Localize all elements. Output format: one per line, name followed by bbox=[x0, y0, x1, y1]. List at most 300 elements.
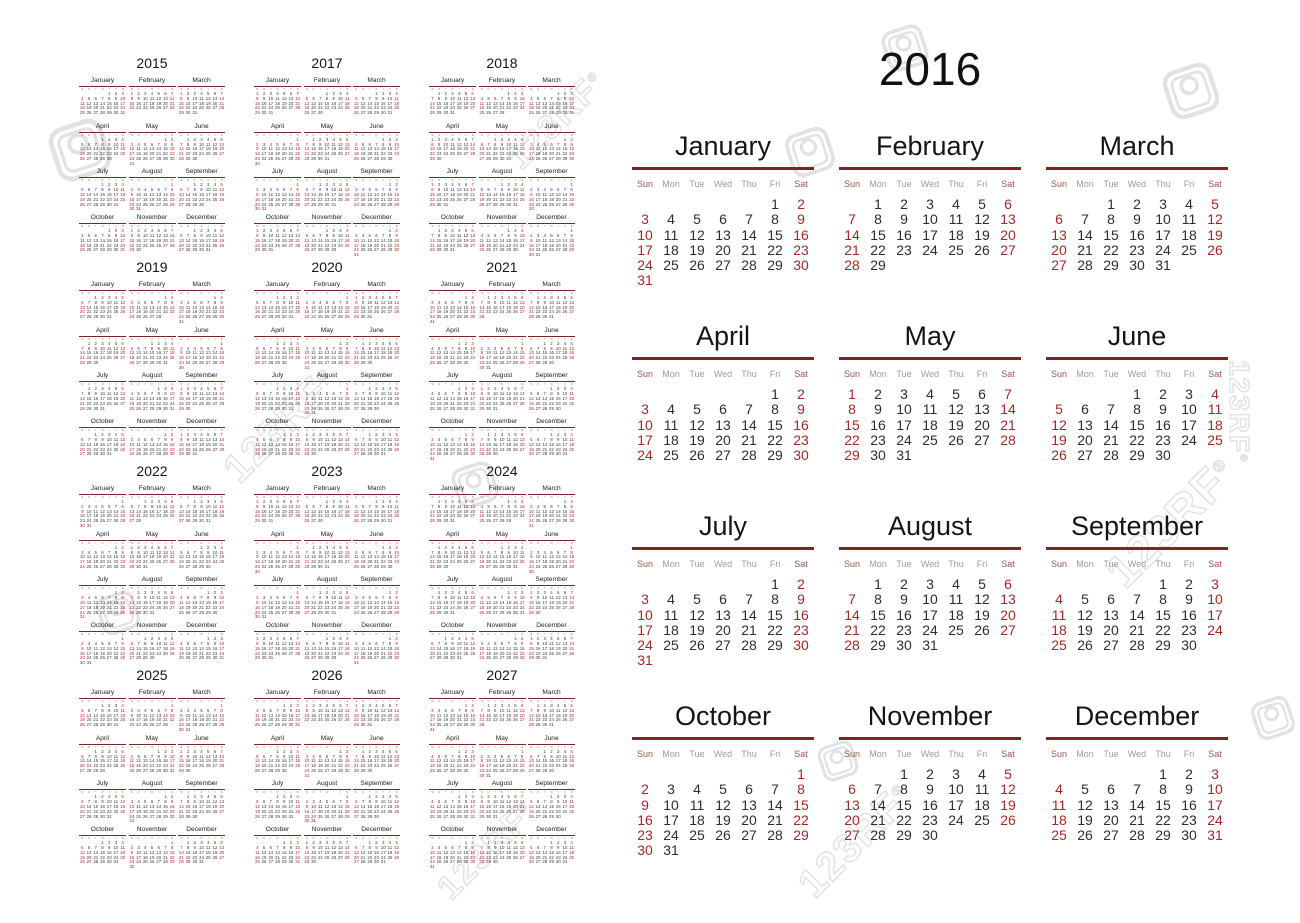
mini-date-cell bbox=[568, 407, 575, 412]
mini-date-cell: 14 bbox=[429, 100, 435, 106]
mini-day-header-cell: S bbox=[570, 224, 573, 229]
mini-day-header-cell: T bbox=[157, 632, 160, 637]
mini-date-cell: 14 bbox=[456, 441, 462, 447]
mini-date-cell: 6 bbox=[480, 141, 484, 147]
mini-day-header-cell: T bbox=[108, 632, 111, 637]
mini-date-cell: 28 bbox=[178, 155, 184, 161]
mini-date-cell: 16 bbox=[149, 508, 155, 514]
mini-date-cell bbox=[288, 656, 295, 661]
mini-date-cell: 21 bbox=[456, 309, 462, 315]
mini-dates-grid bbox=[353, 138, 400, 162]
mini-date-cell: 14 bbox=[79, 350, 85, 356]
mini-date-cell: 25 bbox=[149, 559, 155, 565]
mini-date-cell: 16 bbox=[470, 441, 476, 447]
mini-date-cell: 6 bbox=[556, 232, 560, 238]
mini-date-cell: 27 bbox=[344, 559, 350, 565]
mini-day-header-cell: S bbox=[81, 495, 84, 499]
mini-date-cell: 22 bbox=[344, 309, 350, 315]
mini-date-cell: 17 bbox=[394, 146, 400, 152]
mini-date-cell: 26 bbox=[275, 201, 280, 207]
mini-date-cell: 28 bbox=[106, 563, 112, 569]
mini-date-cell bbox=[449, 320, 456, 325]
mini-date-cell: 12 bbox=[456, 141, 462, 147]
mini-day-header-cell: W bbox=[375, 382, 378, 387]
mini-dates-grid bbox=[254, 296, 301, 320]
mini-date-cell: 5 bbox=[282, 91, 286, 97]
mini-date-cell: 30 bbox=[199, 201, 204, 207]
mini-date-cell: 20 bbox=[149, 446, 155, 452]
mini-date-cell: 14 bbox=[450, 396, 455, 402]
mini-date-cell: 28 bbox=[562, 247, 568, 253]
mini-date-cell: 6 bbox=[345, 544, 349, 550]
mini-month-title: August bbox=[141, 168, 163, 176]
mini-date-cell: 25 bbox=[512, 151, 518, 157]
mini-date-cell: 18 bbox=[79, 105, 85, 111]
mini-date-cell: 20 bbox=[512, 396, 518, 402]
mini-date-cell: 5 bbox=[332, 432, 335, 438]
mini-date-cell: 31 bbox=[450, 518, 455, 524]
mini-date-cell: 26 bbox=[519, 151, 525, 157]
mini-date-cell: 31 bbox=[324, 155, 330, 161]
mini-date-cell: 15 bbox=[436, 100, 442, 106]
mini-date-cell: 17 bbox=[569, 100, 575, 106]
mini-day-header-cell: S bbox=[305, 428, 308, 433]
mini-date-cell: 17 bbox=[337, 645, 343, 651]
mini-date-cell: 24 bbox=[569, 105, 575, 111]
mini-date-cell: 4 bbox=[296, 386, 299, 392]
mini-date-cell: 16 bbox=[506, 554, 512, 560]
mini-day-header-cell: T bbox=[157, 336, 160, 341]
mini-date-cell: 30 bbox=[156, 359, 162, 365]
mini-date-cell bbox=[212, 452, 219, 457]
mini-day-header-cell: F bbox=[339, 132, 342, 137]
mini-date-cell: 20 bbox=[443, 400, 449, 406]
mini-date-cell: 7 bbox=[276, 436, 279, 442]
mini-date-cell: 16 bbox=[528, 559, 534, 565]
mini-date-cell: 10 bbox=[492, 391, 498, 397]
mini-date-cell: 1 bbox=[437, 499, 441, 505]
mini-date-cell: 24 bbox=[219, 604, 225, 610]
mini-day-header-cell: F bbox=[339, 224, 342, 229]
mini-date-cell: 10 bbox=[142, 95, 148, 101]
mini-year-label: 2019 bbox=[136, 259, 168, 275]
mini-day-header-cell: T bbox=[382, 382, 385, 387]
mini-date-cell: 29 bbox=[562, 155, 568, 161]
mini-date-cell: 15 bbox=[317, 600, 323, 606]
mini-date-cell: 11 bbox=[436, 304, 442, 310]
mini-date-cell: 2 bbox=[444, 91, 447, 97]
mini-day-header-cell: T bbox=[507, 336, 510, 341]
mini-date-cell bbox=[492, 366, 499, 371]
mini-date-cell: 20 bbox=[353, 446, 359, 452]
mini-date-cell: 9 bbox=[437, 141, 441, 147]
mini-date-cell: 24 bbox=[129, 451, 135, 457]
mini-day-header-cell: W bbox=[550, 178, 553, 183]
mini-date-cell: 25 bbox=[149, 242, 155, 248]
mini-day-header-cell: M bbox=[536, 540, 540, 545]
mini-date-cell: 26 bbox=[275, 155, 280, 161]
mini-date-cell: 17 bbox=[113, 146, 119, 152]
mini-date-cell: 16 bbox=[79, 650, 85, 656]
mini-date-cell: 7 bbox=[157, 141, 160, 147]
mini-date-cell bbox=[155, 248, 162, 253]
mini-date-cell: 27 bbox=[311, 247, 316, 253]
mini-day-header-cell: M bbox=[262, 336, 266, 341]
mini-date-cell: 9 bbox=[507, 549, 510, 555]
mini-date-cell: 27 bbox=[219, 151, 225, 157]
mini-day-header-cell: W bbox=[276, 495, 279, 499]
mini-day-header-cell: S bbox=[355, 495, 358, 499]
mini-day-header-cell: S bbox=[521, 87, 524, 91]
mini-dates-grid bbox=[304, 591, 351, 615]
mini-date-cell: 21 bbox=[268, 309, 274, 315]
mini-date-cell: 16 bbox=[394, 600, 400, 606]
watermark-registered-mark: ® bbox=[1208, 454, 1232, 477]
mini-months-grid bbox=[79, 281, 225, 464]
mini-month bbox=[479, 531, 526, 577]
mini-date-cell: 19 bbox=[120, 304, 126, 310]
mini-day-header-cell: T bbox=[157, 586, 160, 591]
mini-date-cell: 12 bbox=[219, 232, 225, 238]
mini-date-cell bbox=[344, 411, 351, 416]
mini-date-cell: 31 bbox=[549, 314, 554, 320]
mini-date-cell: 29 bbox=[555, 110, 561, 116]
mini-date-cell: 21 bbox=[360, 446, 366, 452]
mini-day-header-cell: S bbox=[180, 586, 183, 591]
mini-date-cell: 11 bbox=[519, 549, 525, 555]
mini-date-cell: 17 bbox=[86, 650, 92, 656]
mini-date-cell bbox=[162, 248, 169, 253]
mini-day-header-cell: S bbox=[81, 428, 84, 433]
mini-date-cell: 29 bbox=[360, 359, 366, 365]
mini-date-cell: 27 bbox=[288, 242, 294, 248]
mini-date-cell: 2 bbox=[193, 136, 196, 142]
mini-date-cell: 14 bbox=[492, 192, 498, 198]
mini-day-header-cell: M bbox=[487, 428, 490, 433]
mini-date-cell: 20 bbox=[360, 513, 366, 519]
mini-date-cell: 6 bbox=[121, 340, 124, 346]
mini-date-cell: 18 bbox=[178, 650, 184, 656]
mini-day-header-cell: S bbox=[171, 132, 174, 137]
mini-day-header-cell: W bbox=[101, 540, 104, 545]
mini-date-cell: 14 bbox=[199, 645, 204, 651]
mini-date-cell: 6 bbox=[556, 187, 560, 193]
mini-date-cell: 26 bbox=[219, 242, 225, 248]
mini-date-cell: 4 bbox=[144, 187, 147, 193]
mini-date-cell: 29 bbox=[492, 155, 498, 161]
mini-day-header-cell: S bbox=[355, 632, 358, 637]
mini-day-header-cell: S bbox=[355, 382, 358, 387]
mini-date-cell: 24 bbox=[429, 451, 435, 457]
mini-day-header-cell: S bbox=[431, 336, 434, 341]
mini-date-cell: 12 bbox=[113, 345, 119, 351]
mini-month bbox=[353, 485, 400, 531]
mini-date-cell: 29 bbox=[456, 359, 462, 365]
mini-dates-grid bbox=[79, 500, 126, 529]
mini-date-cell: 9 bbox=[157, 345, 160, 351]
mini-date-cell: 21 bbox=[344, 441, 350, 447]
mini-day-header-cell: S bbox=[480, 540, 483, 545]
mini-date-cell: 14 bbox=[149, 396, 155, 402]
mini-date-cell: 28 bbox=[219, 446, 225, 452]
mini-date-cell: 8 bbox=[164, 299, 167, 305]
mini-date-cell: 19 bbox=[394, 396, 400, 402]
mini-day-header-cell: S bbox=[305, 540, 308, 545]
mini-date-cell: 15 bbox=[569, 237, 575, 243]
mini-date-cell: 14 bbox=[331, 350, 337, 356]
mini-date-cell: 3 bbox=[500, 295, 504, 301]
mini-date-cell: 10 bbox=[519, 503, 525, 509]
mini-date-cell: 18 bbox=[506, 304, 512, 310]
mini-date-cell: 3 bbox=[530, 141, 533, 147]
mini-date-cell: 1 bbox=[536, 295, 540, 301]
mini-date-cell: 6 bbox=[213, 91, 217, 97]
mini-day-header-cell: M bbox=[437, 495, 441, 499]
mini-date-cell: 27 bbox=[470, 559, 476, 565]
mini-date-cell: 22 bbox=[142, 513, 148, 519]
mini-date-cell: 19 bbox=[486, 105, 491, 111]
mini-date-cell: 5 bbox=[550, 187, 553, 193]
mini-date-cell: 3 bbox=[332, 590, 335, 596]
mini-day-header-cell: S bbox=[171, 291, 174, 295]
mini-date-cell: 27 bbox=[360, 110, 366, 116]
mini-dates-grid bbox=[254, 591, 301, 620]
mini-date-cell: 12 bbox=[86, 237, 92, 243]
mini-date-cell: 15 bbox=[436, 554, 442, 560]
mini-date-cell: 5 bbox=[276, 187, 279, 193]
mini-day-header-cell: M bbox=[437, 540, 441, 545]
watermark-brand: 123RF bbox=[430, 800, 537, 907]
mini-date-cell: 30 bbox=[331, 247, 337, 253]
mini-date-cell: 10 bbox=[337, 640, 343, 646]
mini-date-cell: 13 bbox=[162, 95, 168, 101]
mini-date-cell: 20 bbox=[311, 242, 316, 248]
mini-month bbox=[304, 576, 351, 622]
mini-date-cell: 8 bbox=[296, 187, 299, 193]
mini-date-cell: 1 bbox=[296, 136, 299, 142]
mini-day-header-cell: M bbox=[186, 428, 190, 433]
mini-date-cell: 28 bbox=[169, 105, 175, 111]
mini-date-cell: 20 bbox=[344, 146, 350, 152]
mini-date-cell: 16 bbox=[549, 350, 554, 356]
mini-date-cell: 3 bbox=[355, 187, 358, 193]
mini-date-cell: 23 bbox=[254, 155, 260, 161]
mini-date-cell: 17 bbox=[528, 151, 534, 157]
mini-day-header-cell: T bbox=[557, 178, 560, 183]
mini-date-cell: 23 bbox=[443, 242, 449, 248]
mini-day-header-cell: W bbox=[500, 224, 504, 229]
mini-date-cell: 24 bbox=[288, 400, 294, 406]
mini-date-cell bbox=[442, 320, 449, 325]
mini-date-cell: 5 bbox=[144, 141, 147, 147]
mini-date-cell: 24 bbox=[535, 563, 541, 569]
mini-date-cell: 13 bbox=[470, 95, 476, 101]
mini-day-header-cell: S bbox=[521, 132, 524, 137]
mini-date-cell: 15 bbox=[129, 554, 135, 560]
mini-date-cell: 11 bbox=[331, 549, 336, 555]
mini-date-cell: 20 bbox=[281, 559, 287, 565]
mini-date-cell: 16 bbox=[380, 508, 386, 514]
mini-date-cell bbox=[294, 162, 301, 167]
mini-date-cell: 1 bbox=[121, 636, 124, 642]
mini-day-header-cell: F bbox=[465, 336, 467, 341]
mini-date-cell bbox=[92, 524, 99, 529]
mini-day-header-cell: W bbox=[325, 428, 329, 433]
mini-date-cell: 17 bbox=[129, 446, 135, 452]
mini-day-header-cell: T bbox=[507, 428, 510, 433]
mini-date-cell: 19 bbox=[219, 508, 225, 514]
mini-date-cell: 6 bbox=[556, 549, 560, 555]
mini-date-cell: 6 bbox=[312, 640, 315, 646]
mini-date-cell: 13 bbox=[304, 600, 310, 606]
mini-date-cell: 3 bbox=[471, 386, 474, 392]
mini-date-cell: 7 bbox=[319, 232, 322, 238]
mini-date-cell: 23 bbox=[93, 400, 99, 406]
mini-date-cell: 3 bbox=[193, 386, 196, 392]
mini-date-cell: 18 bbox=[311, 355, 316, 361]
mini-dates-grid bbox=[353, 229, 400, 258]
mini-date-cell: 10 bbox=[535, 554, 541, 560]
mini-date-cell: 7 bbox=[289, 141, 293, 147]
mini-date-cell: 25 bbox=[311, 359, 316, 365]
mini-date-cell: 31 bbox=[169, 405, 175, 411]
mini-date-cell: 1 bbox=[164, 136, 167, 142]
mini-date-cell: 6 bbox=[312, 503, 315, 509]
mini-date-cell: 13 bbox=[149, 441, 155, 447]
mini-date-cell: 13 bbox=[169, 595, 175, 601]
mini-date-cell: 15 bbox=[367, 396, 373, 402]
mini-date-cell bbox=[519, 407, 526, 412]
mini-date-cell: 21 bbox=[169, 237, 175, 243]
mini-date-cell: 29 bbox=[374, 518, 379, 524]
mini-date-cell: 17 bbox=[450, 237, 455, 243]
mini-date-cell: 23 bbox=[199, 196, 204, 202]
mini-date-cell: 26 bbox=[129, 359, 135, 365]
mini-date-cell: 15 bbox=[136, 600, 141, 606]
mini-date-cell: 2 bbox=[220, 295, 223, 301]
mini-date-cell: 2 bbox=[556, 386, 560, 392]
mini-date-cell: 11 bbox=[380, 345, 386, 351]
mini-date-cell: 14 bbox=[562, 554, 568, 560]
mini-month-title: August bbox=[141, 372, 163, 380]
mini-date-cell: 30 bbox=[394, 247, 400, 253]
mini-date-cell: 28 bbox=[268, 359, 274, 365]
mini-date-cell: 25 bbox=[192, 359, 198, 365]
mini-date-cell: 15 bbox=[519, 350, 525, 356]
mini-date-cell: 17 bbox=[288, 350, 294, 356]
mini-date-cell: 2 bbox=[107, 136, 111, 142]
mini-day-header-cell: S bbox=[180, 495, 183, 499]
mini-date-cell: 15 bbox=[275, 304, 280, 310]
mini-date-cell: 8 bbox=[101, 187, 104, 193]
mini-date-cell: 4 bbox=[81, 95, 84, 101]
mini-date-cell: 5 bbox=[368, 232, 371, 238]
mini-date-cell: 4 bbox=[200, 432, 203, 438]
mini-date-cell: 29 bbox=[542, 359, 548, 365]
mini-date-cell: 17 bbox=[374, 350, 379, 356]
mini-date-cell: 20 bbox=[288, 645, 294, 651]
mini-day-header-cell: T bbox=[283, 382, 286, 387]
mini-date-cell: 19 bbox=[542, 151, 548, 157]
mini-date-cell: 27 bbox=[394, 355, 400, 361]
mini-month-title: April bbox=[445, 122, 460, 130]
mini-date-cell: 17 bbox=[129, 309, 135, 315]
mini-date-cell: 12 bbox=[185, 645, 191, 651]
mini-date-cell: 27 bbox=[93, 110, 99, 116]
mini-day-header-cell: W bbox=[451, 87, 454, 91]
mini-date-cell: 28 bbox=[380, 201, 386, 207]
mini-date-cell: 11 bbox=[136, 146, 141, 152]
mini-date-cell: 20 bbox=[79, 309, 85, 315]
mini-date-cell: 30 bbox=[470, 314, 476, 320]
mini-year-label: 2020 bbox=[311, 259, 343, 275]
mini-date-cell bbox=[393, 315, 400, 320]
mini-date-cell: 13 bbox=[129, 645, 135, 651]
mini-day-header-cell: F bbox=[389, 291, 391, 295]
mini-date-cell: 18 bbox=[169, 350, 175, 356]
mini-date-cell: 29 bbox=[142, 655, 148, 661]
mini-date-cell: 18 bbox=[205, 146, 211, 152]
mini-date-cell: 4 bbox=[186, 299, 190, 305]
mini-date-cell: 27 bbox=[470, 513, 476, 519]
mini-date-cell: 6 bbox=[536, 436, 540, 442]
mini-date-cell: 2 bbox=[494, 295, 497, 301]
mini-date-cell: 29 bbox=[93, 451, 99, 457]
mini-date-cell: 7 bbox=[471, 136, 474, 142]
mini-date-cell: 11 bbox=[331, 141, 336, 147]
mini-date-cell: 15 bbox=[387, 192, 393, 198]
mini-date-cell: 10 bbox=[268, 232, 274, 238]
mini-date-cell: 9 bbox=[444, 549, 447, 555]
mini-date-cell: 12 bbox=[113, 391, 119, 397]
mini-date-cell: 3 bbox=[107, 432, 111, 438]
mini-date-cell: 1 bbox=[487, 295, 490, 301]
mini-date-cell: 10 bbox=[499, 436, 505, 442]
mini-date-cell: 10 bbox=[499, 299, 505, 305]
mini-date-cell: 28 bbox=[156, 314, 162, 320]
mini-dates-grid bbox=[304, 296, 351, 320]
mini-date-cell: 7 bbox=[170, 91, 174, 97]
mini-date-cell: 13 bbox=[311, 237, 316, 243]
mini-day-header-cell: F bbox=[389, 586, 391, 591]
mini-date-cell: 20 bbox=[162, 100, 168, 106]
mini-date-cell: 24 bbox=[199, 151, 204, 157]
mini-date-cell: 17 bbox=[106, 304, 112, 310]
mini-date-cell: 6 bbox=[180, 503, 183, 509]
mini-date-cell: 7 bbox=[312, 595, 315, 601]
mini-months-grid bbox=[429, 485, 575, 668]
mini-date-cell: 9 bbox=[186, 391, 190, 397]
mini-date-cell bbox=[162, 207, 169, 212]
mini-date-cell: 25 bbox=[93, 655, 99, 661]
mini-date-cell: 12 bbox=[443, 441, 449, 447]
mini-date-cell: 31 bbox=[506, 155, 512, 161]
mini-date-cell: 25 bbox=[479, 518, 485, 524]
mini-date-cell: 15 bbox=[113, 600, 119, 606]
mini-date-cell bbox=[360, 661, 367, 666]
mini-date-cell: 3 bbox=[444, 136, 447, 142]
mini-dates-grid bbox=[178, 92, 225, 116]
mini-date-cell: 8 bbox=[101, 141, 104, 147]
mini-date-cell: 23 bbox=[367, 355, 373, 361]
mini-date-cell: 24 bbox=[470, 355, 476, 361]
mini-day-header-cell: W bbox=[550, 428, 553, 433]
mini-day-header-cell: S bbox=[81, 224, 84, 229]
mini-date-cell: 16 bbox=[254, 196, 260, 202]
mini-date-cell: 24 bbox=[295, 446, 301, 452]
mini-day-header-cell: M bbox=[361, 224, 365, 229]
mini-date-cell: 25 bbox=[295, 400, 301, 406]
